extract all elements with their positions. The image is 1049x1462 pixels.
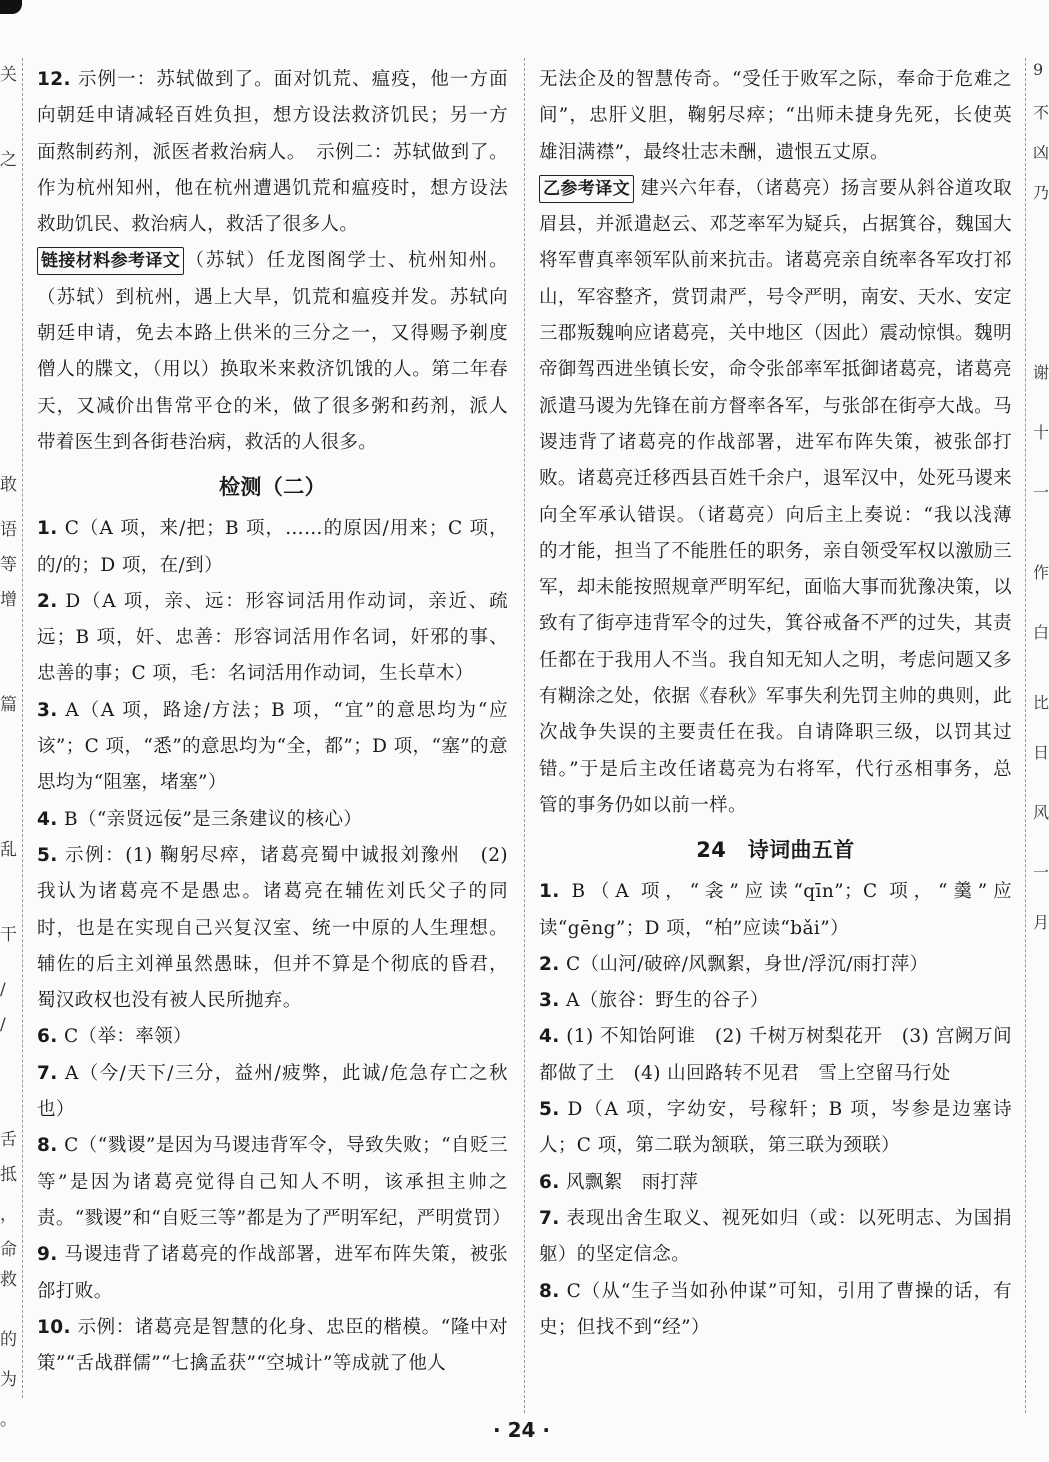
edge-char: 篇 (0, 695, 17, 715)
edge-char: 一 (1033, 483, 1049, 502)
edge-char: 风 (1033, 803, 1049, 822)
answer-number: 4. (539, 1026, 560, 1048)
answer-text: A（旅谷：野生的谷子） (559, 990, 769, 1012)
answer-text: A（今/天下/三分，益州/疲弊，此诚/危急存亡之秋也） (37, 1062, 508, 1121)
answer-number: 5. (37, 844, 58, 866)
answer-text: 表现出舍生取义、视死如归（或：以死明志、为国捐躯）的坚定信念。 (539, 1207, 1012, 1266)
edge-char: 一 (1033, 863, 1049, 882)
answer-item (539, 947, 1012, 983)
page-number: · 24 · (493, 1418, 550, 1442)
answer-number: 1. (37, 518, 58, 540)
edge-char: 干 (0, 925, 17, 945)
left-answer-list (37, 511, 512, 1382)
column-divider-right (1025, 58, 1026, 1413)
answer-number: 7. (539, 1207, 560, 1229)
answer-number: 10. (37, 1316, 71, 1338)
answer-item (539, 1019, 1012, 1092)
answer-number: 5. (539, 1099, 560, 1121)
answer-item (37, 838, 508, 1019)
edge-char: 十 (1033, 423, 1049, 442)
answer-text: 风飘絮 雨打萍 (559, 1171, 699, 1193)
answer-number: 9. (37, 1244, 58, 1266)
answer-number: 3. (539, 990, 560, 1012)
edge-char: 。 (0, 1410, 17, 1430)
yi-translation: 乙参考译文 建兴六年春，（诸葛亮）扬言要从斜谷道攻取眉县，并派遣赵云、邓芝率军为疑兵，占据箕谷，魏国大将军曹真率领军队前来抗击。诸葛亮亲自统率各军攻打祁山，军容整齐，赏罚肃严，号令严明，南安、天水、安定三郡叛魏响应诸葛亮，关中地区（因此）震动惊惧。魏明帝御驾西进坐镇长安，命令张郃率军抵御诸葛亮，诸葛亮派遣马谡为先锋在前方督率各军，与张郃在街亭大战。马谡违背了诸葛亮的作战部署，进军布阵失策，被张郃打败。诸葛亮迁移西县百姓千余户，退军汉中，处死马谡来向全军承认错误。（诸葛亮）向后主上奏说：“我以浅薄的才能，担当了不能胜任的职务，亲自领受军权以激励三军，却未能按照规章严明军纪，面临大事而犹豫决策，以致有了街亭违背军令的过失，箕谷戒备不严的过失，其责任都在于我用人不当。我自知无知人之明，考虑问题又多有糊涂之处，依据《春秋》军事失利先罚主帅的典则，此次战争失误的主要责任在我。自请降职三级，以罚其过错。”于是后主改任诸葛亮为右将军，代行丞相事务，总管的事务仍如以前一样。 (539, 171, 1012, 824)
answer-text: A（A 项，路途/方法；B 项，“宜”的意思均为“应该”；C 项，“悉”的意思均为“全，都”；D 项，“塞”的意思均为“阻塞，堵塞”） (37, 699, 508, 794)
answer-text: 示例：诸葛亮是智慧的化身、忠臣的楷模。“隆中对策”“舌战群儒”“七擒孟获”“空城计”等成就了他人 (37, 1316, 508, 1375)
right-column (539, 62, 1012, 1346)
column-divider-middle (524, 58, 525, 1413)
edge-char: 谢 (1033, 363, 1049, 382)
answer-text: C（从“生子当如孙仲谋”可知，引用了曹操的话，有史；但找不到“经”） (539, 1280, 1012, 1338)
left-column (37, 62, 512, 1382)
answer-number: 4. (37, 808, 58, 830)
answer-item (37, 511, 508, 584)
column-divider-left (22, 58, 23, 1398)
section-title-lesson-24: 24 诗词曲五首 (696, 838, 855, 863)
edge-char: 增 (0, 590, 17, 610)
answer-number: 2. (37, 590, 58, 612)
answer-number: 6. (37, 1026, 58, 1048)
answer-text: C（山河/破碎/风飘絮，身世/浮沉/雨打萍） (559, 953, 929, 975)
answer-text: C（“戮谡”是因为马谡违背军令，导致失败；“自贬三等”是因为诸葛亮觉得自己知人不明，该承担主帅之责。“戮谡”和“自贬三等”都是为了严明军纪，严明赏罚） (37, 1135, 512, 1229)
answer-number: 1. (539, 881, 560, 903)
edge-char: / (0, 980, 6, 1000)
edge-char: 凶 (1033, 143, 1049, 162)
answer-item (37, 584, 508, 693)
edge-char: 关 (0, 65, 17, 85)
edge-char: / (0, 1015, 6, 1035)
answer-text: (1) 不知饴阿谁 (2) 千树万树梨花开 (3) 宫阙万间都做了土 (4) 山回路转不见君 雪上空留马行处 (539, 1026, 1012, 1084)
answer-text: D（A 项，字幼安，号稼轩；B 项，岑参是边塞诗人；C 项，第二联为颔联，第三联为颈联） (539, 1099, 1012, 1157)
edge-char: 救 (0, 1270, 17, 1290)
edge-char: 乱 (0, 840, 17, 860)
answer-item (37, 1237, 508, 1310)
answer-item (37, 802, 508, 838)
edge-char: 的 (0, 1330, 17, 1350)
answer-number: 3. (37, 699, 58, 721)
edge-char: 舌 (0, 1130, 17, 1150)
answer-number: 6. (539, 1171, 560, 1193)
answer-item (539, 874, 1012, 947)
page-corner-mark (0, 0, 22, 14)
edge-char: 9 (1033, 60, 1044, 79)
answer-number: 8. (37, 1135, 58, 1157)
edge-char: 语 (0, 520, 17, 540)
answer-12: 12. 示例一：苏轼做到了。面对饥荒、瘟疫，他一方面向朝廷申请减轻百姓负担，想方设法救济饥民；另一方面熬制药剂，派医者救治病人。 示例二：苏轼做到了。作为杭州知州，他在杭州遭遇饥荒和瘟疫时，想方设法救助饥民、救治病人，救活了很多人。 (37, 69, 508, 236)
edge-char: 之 (0, 150, 17, 170)
answer-text: 马谡违背了诸葛亮的作战部署，进军布阵失策，被张郃打败。 (37, 1244, 508, 1302)
answer-item (539, 1092, 1012, 1165)
link-material-tag: 链接材料参考译文 (37, 247, 184, 275)
answer-text: B（A 项，“衾”应读“qīn”；C 项，“羹”应读“gēng”；D 项，“柏”应读“bǎi”） (539, 881, 1012, 939)
answer-text: C（A 项，来/把；B 项，……的原因/用来；C 项，的/的；D 项，在/到） (37, 518, 508, 576)
answer-item (539, 1201, 1012, 1274)
edge-char: 敢 (0, 475, 17, 495)
answer-item (37, 1019, 508, 1055)
edge-char: 日 (1033, 743, 1049, 762)
answer-item (37, 1056, 508, 1129)
edge-char: 命 (0, 1240, 17, 1260)
answer-text: D（A 项，亲、远：形容词活用作动词，亲近、疏远；B 项，奸、忠善：形容词活用作名词，奸邪的事、忠善的事；C 项，毛：名词活用作动词，生长草木） (37, 590, 508, 685)
answer-text: C（举：率领） (57, 1026, 192, 1048)
edge-char: 比 (1033, 693, 1049, 712)
answer-item (539, 1165, 1012, 1201)
edge-char: 为 (0, 1370, 17, 1390)
edge-char: ， (0, 1205, 17, 1225)
answer-10-continued: 无法企及的智慧传奇。“受任于败军之际，奉命于危难之间”，忠肝义胆，鞠躬尽瘁；“出师未捷身先死，长使英雄泪满襟”，最终壮志未酬，遗恨五丈原。 (539, 69, 1012, 163)
section-title-test-2: 检测（二） (219, 475, 326, 500)
edge-char: 作 (1033, 563, 1049, 582)
answer-number: 7. (37, 1062, 58, 1084)
answer-item (37, 1128, 512, 1237)
answer-item (539, 1274, 1012, 1347)
link-material-translation: 链接材料参考译文 （苏轼）任龙图阁学士、杭州知州。（苏轼）到杭州，遇上大旱，饥荒和瘟疫并发。苏轼向朝廷申请，免去本路上供米的三分之一，又得赐予剃度僧人的牒文，（用以）换取米来救济饥饿的人。第二年春天，又减价出售常平仓的米，做了很多粥和药剂，派人带着医生到各街巷治病，救活的人很多。 (37, 243, 508, 461)
right-answer-list (539, 874, 1012, 1346)
edge-char: 等 (0, 555, 17, 575)
edge-char: 白 (1033, 623, 1049, 642)
yi-translation-tag: 乙参考译文 (539, 175, 634, 203)
answer-item (37, 1310, 508, 1383)
edge-char: 乃 (1033, 183, 1049, 202)
edge-char: 抵 (0, 1165, 17, 1185)
answer-number: 8. (539, 1280, 560, 1302)
answer-item (37, 693, 508, 802)
answer-text: 示例：(1) 鞠躬尽瘁，诸葛亮蜀中诚报刘豫州 (2) 我认为诸葛亮不是愚忠。诸葛亮在辅佐刘氏父子的同时，也是在实现自己兴复汉室、统一中原的人生理想。辅佐的后主刘禅虽然愚昧，但并不算是个彻底的昏君，蜀汉政权也没有被人民所抛弃。 (37, 844, 508, 1012)
edge-char: 不 (1033, 103, 1049, 122)
answer-number: 2. (539, 953, 560, 975)
answer-item (539, 983, 1012, 1019)
edge-char: 月 (1033, 913, 1049, 932)
answer-text: B（“亲贤远佞”是三条建议的核心） (57, 808, 363, 830)
